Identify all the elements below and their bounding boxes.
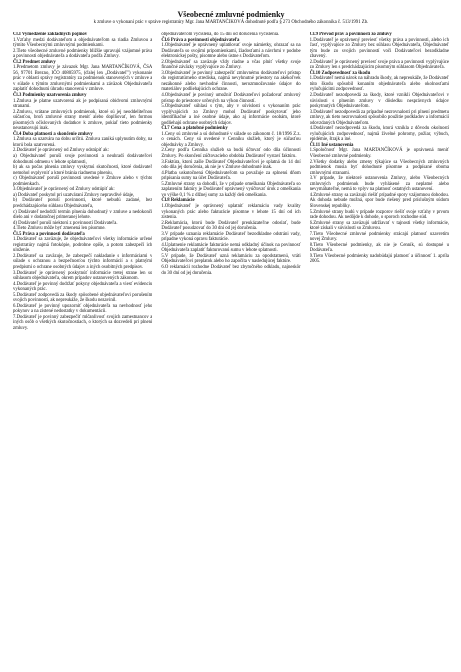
- column-2: [161, 32, 300, 672]
- paragraph: 7.Tieto Všeobecné zmluvné podmienky strácajú platnosť uzavretím novej Zmluvy.: [309, 231, 449, 243]
- paragraph: objednávateľom vyčíslená, do 15 dní od doručenia vyčíslenia.: [161, 32, 280, 37]
- section-heading: Čl.3 Podmienky uzatvorenia zmluvy: [13, 93, 87, 99]
- section-heading: Čl.4 Doba platnosti a skončenie zmluvy: [13, 131, 93, 137]
- paragraph: 1.Objednávateľ je oprávnený uplatniť reklamáciu vady kvality vykonaných prác alebo fakturácie písomne v lehote 15 dní od ich zistenia.: [161, 203, 301, 221]
- paragraph: 7.Dodávateľ je povinný zabezpečiť mlčanlivosť svojich zamestnancov a iných osôb o všetkých skutočnostiach, o ktorých sa dozvedeli pri plnení zmluvy.: [13, 314, 153, 331]
- paragraph: 8.Tieto Všeobecné podmienky, ak nie je Cenník, sú dostupné u Dodávateľa.: [309, 242, 449, 254]
- section-heading: Čl.I Vymedzenie základných pojmov: [13, 32, 88, 37]
- section-heading: Čl.10 Zodpovednosť za škodu: [309, 70, 371, 76]
- paragraph: 5.Dodávateľ zodpovedá za škody spôsobené objednávateľovi porušením svojich povinností, ak nepreukáže, že škodu nezavinil.: [13, 292, 153, 304]
- paragraph: a) Dodávateľ poskytol pri uzatváraní Zmluvy nepravdivé údaje,: [13, 192, 135, 198]
- column-1: [13, 32, 152, 672]
- paragraph: 1.Zmluva je platne uzatvorená ak je podpísaná obidvomi zmluvnými stranami.: [13, 98, 153, 110]
- section-heading: Čl.6 Práva a povinnosti objednávateľa: [161, 37, 240, 43]
- paragraph: c) Dodávateľ nedodrží termín plnenia dohodnutý v zmluve a nedokončí dielo ani v dodatočnej primeranej lehote.: [13, 209, 153, 221]
- paragraph: 1.Dodávateľ nemá nárok na náhradu škody, ak nepreukáže, že Dodávateľ túto škodu spôsobil konaním objednávateľa alebo okolnosťami vylučujúcimi zodpovednosť.: [309, 76, 449, 93]
- paragraph: 4.Tieto Zmluvu môže byť zmenená len písomne.: [13, 226, 106, 232]
- paragraph: 2.Dodávateľ nezodpovedá za škody, ktoré vznikli Objednávateľovi v súvislosti s plnením zmluvy v dôsledku nesprávnych údajov poskytnutých Objednávateľom.: [309, 93, 449, 110]
- paragraph: b) Dodávateľ poruší povinnosti, ktoré nebudú zadané, bez predchádzajúceho súhlasu Objednávateľa,: [13, 198, 153, 209]
- paragraph: 4.Uplatnenie reklamácie fakturácie nemá odkladný účinok na povinnosť Objednávateľa zaplatiť fakturovanú sumu v lehote splatnosti.: [161, 242, 301, 254]
- paragraph: c) Objednávateľ poruší povinnosti uvedené v Zmluve alebo v týchto podmienkach.: [13, 176, 153, 187]
- paragraph: 2.Dodávateľ je oprávnený previesť svoje práva a povinnosti vyplývajúce zo Zmluvy len s predchádzajúcim písomným súhlasom Objednávateľa.: [309, 59, 449, 71]
- paragraph: 2.Dodávateľ je oprávnený od Zmluvy odstúpiť ak:: [13, 148, 109, 154]
- column-3: [310, 32, 449, 672]
- section-heading: Čl.7 Cena a platobné podmienky: [161, 126, 228, 132]
- paragraph: 9.Tieto Všeobecné podmienky nadobúdajú platnosť a účinnosť 1. apríla 2005.: [309, 253, 449, 265]
- section-heading: Čl.9 Prevod práv a povinností zo zmluvy: [309, 32, 392, 37]
- paragraph: 1.Ceny sú zmluvné a sú dohodnuté v súlade so zákonom č. 18/1996 Z.z. o cenách. Ceny sú uvedené v Cenníku služieb, ktorý je súčasťou objednávky a Zmluvy.: [161, 131, 301, 148]
- document-title: Všeobecné zmluvné podmienky: [177, 10, 285, 19]
- paragraph: 5.Zmluvné strany budú v prípade rozporov riešiť svoje vzťahy v prvom rade dohodou. Ak nedôjde k dohode, o sporoch rozhodne súd.: [309, 209, 449, 221]
- section-heading: Čl.2 Predmet zmluvy: [13, 59, 56, 65]
- paragraph: 2.Zmluvu, vrátane zmluvných podmienok, ktoré sú jej neoddeliteľnou súčasťou, broň zmluvné strany meniť alebo doplňovať, len formou písomných očíslovaných dodatkov k zmluve, pokiaľ tieto podmienky neustanovujú inak.: [13, 109, 153, 132]
- document-subtitle: k zmluve o vykonaní prác v správe registratúry Mgr. Jana MARTANČIKOVÁ dohodnuté podľa § 273 Obchodného zákonníka č. 513/1991 Zb.: [93, 20, 369, 25]
- paragraph: 3.V prípade uznania reklamácie Dodávateľ bezodkladne odstráni vady, prípadne vykoná opravu fakturácie.: [161, 231, 301, 243]
- paragraph: b) ak sa počas plnenia zmluvy vyskytnú skutočnosti, ktoré dodávateľ nemohol ovplyvniť a ktoré bránia riadnemu plneniu,: [13, 165, 153, 176]
- paragraph: 5.V prípade, že Dodávateľ uzná reklamáciu za opodstatnenú, vráti Objednávateľovi preplatok alebo ho započíta v nasledujúcej faktúre.: [161, 253, 301, 265]
- section-heading: Čl.11 Iné ustanovenia: [309, 142, 354, 148]
- paragraph: a) Objednávateľ poruší svoje povinnosti a neuhradí dodávateľovi dohodnutú odmenu v lehote splatnosti,: [13, 154, 153, 165]
- paragraph: 4.Dodávateľ je povinný dodržať pokyny objednávateľa a viesť evidenciu vykonaných prác.: [13, 281, 153, 293]
- paragraph: 4.Platba uskutočnená Objednávateľom sa považuje za splnenú dňom pripísania sumy na účet Dodávateľa.: [161, 170, 301, 182]
- paragraph: 1.Objednávateľ je oprávnený uplatňovať svoje námietky, ohrazať sa na Dodávateľa so svojimi pripomienkami, žiadosťami a návrhmi v podobe elektronickej pošty, písomne alebo ústne s Dodávateľom.: [161, 43, 301, 60]
- paragraph: 3.Dodávateľ je oprávnený poskytnúť informácie tretej strane len so súhlasom objednávateľa, okrem prípadov ustanovených zákonom.: [13, 270, 153, 282]
- paragraph: 2.Všetky dodatky alebo zmeny týkajúce sa Všeobecných zmluvných podmienok musia byť dohodnuté písomne a podpísané oboma zmluvnými stranami.: [309, 159, 449, 176]
- paragraph: d) Dodávateľ poruší niektorú z povinností Dodávateľa.: [13, 220, 118, 226]
- paragraph: 3.Dodávateľ nezodpovedá za prípadné nezrovnalosti pri plnení predmetu zmluvy, ak tieto nezrovnalosti spôsobilo použitie podkladov a informácií odovzdaných Objednávateľom.: [309, 109, 449, 126]
- paragraph: 6.Dodávateľ je povinný upozorniť objednávateľa na nevhodnosť jeho pokynov a na zistené nedostatky v dokumentácii.: [13, 303, 153, 315]
- paragraph: 2.Tieto všeobecné zmluvné podmienky bližšie upravujú vzájomné práva a povinnosti objednávateľa a dodávateľa podľa Zmluvy.: [13, 48, 153, 60]
- paragraph: 2.Dodávateľ sa zaväzuje, že zabezpečí nakladanie s informáciami v súlade s ochranou a bezpečnosťou týchto informácií a s platnými predpismi o ochrane osobných údajov a iných osobitných predpisov.: [13, 253, 153, 270]
- paragraph: 1.Vzťahy medzi dodávateľom a objednávateľom sa riadia Zmluvou a týmito Všeobecnými zmluvnými podmienkami.: [13, 37, 153, 49]
- paragraph: 3.Objednávateľ je povinný zabezpečiť zmluvnému dodávateľovi prístup do registratúrneho strediska, najmä nevyhnutné priestory na akékoľvek nezákonné alebo nevhodné činnosti, nerozmnožovanie údajov do materiálov podliehajúcich ochrane.: [161, 70, 301, 93]
- paragraph: 1.Dodávateľ sa zaväzuje, že objednávateľovi všetky informácie určené registratúry najmä fotokópie, podrobne opíše, a potom zabezpečí ich uloženie.: [13, 237, 153, 254]
- paragraph: 2.Objednávateľ sa zaväzuje vždy riadne a včas plniť všetky svoje finančné záväzky vyplývajúce zo Zmluvy.: [161, 59, 301, 71]
- paragraph: 6.O reklamácii rozhodne Dodávateľ bez zbytočného odkladu, najneskôr do 30 dní od jej doručenia.: [161, 264, 301, 276]
- paragraph: 2.Ceny podľa Cenníka služieb sa budú účtovať odo dňa účinnosti Zmluvy. Po skončení zúčtovacieho obdobia Dodávateľ vystaví faktúru.: [161, 148, 301, 160]
- paragraph: 3.Faktúra, ktorú zašle Dodávateľ Objednávateľovi je splatná do 14 dní odo dňa jej doručenia, ak nie je v Zmluve dohodnuté inak.: [161, 159, 301, 171]
- paragraph: 5.Objednávateľ súhlasí s tým, aby v súvislosti s vykonaním prác vyplývajúcich zo Zmluvy mohol Dodávateľ poskytovať jeho identifikačné a iné osobné údaje, ako aj informácie osobám, ktoré podliehajú ochrane osobných údajov.: [161, 104, 301, 126]
- paragraph: 6.Zmluvné strany sa zaväzujú udržiavať v tajnosti všetky informácie, ktoré získali v súvislosti so Zmluvou.: [309, 220, 449, 232]
- paragraph: 3.V prípade, že niektoré ustanovenia Zmluvy, alebo Všeobecných zmluvných podmienok bude vyhlásené za neplatné alebo nevymáhateľné, nemá to vplyv na platnosť ostatných ustanovení.: [309, 176, 449, 193]
- section-heading: Čl.5 Práva a povinnosti dodávateľa: [13, 231, 85, 237]
- paragraph: 5.Zmluvné strany sa dohodli, že v prípade omeškania Objednávateľa so zaplatením faktúry je Dodávateľ oprávnený vyúčtovať úrok z omeškania vo výške 0,1 % z dlžnej sumy za každý deň omeškania.: [161, 181, 301, 198]
- paragraph: 1.Predmetom zmluvy je závazok Mgr. Jana MARTANČÍKOVÁ, ČSA 56, 97701 Brezno, IČO 40805975, (ďalej len „Dodávateľ") vykonanie prác v oblasti správy registratúry za podmienok stanovených v zmluve a v súlade s týmito zmluvnými podmienkami a záväzok Objednávateľa zaplatiť dohodnutú úhradu stanovenú v zmluve.: [13, 65, 153, 93]
- paragraph: 4.Zmluvné strany sa zaväzujú riešiť prípadné spory vzájomnou dohodou. Ak dohoda nebude možná, spor bude riešený pred príslušným súdom Slovenskej republiky.: [309, 192, 449, 209]
- paragraph: 1.Spoločnosť Mgr. Jana MARTANČÍKOVÁ je oprávnená meniť Všeobecné zmluvné podmienky.: [309, 148, 449, 160]
- paragraph: 2.Reklamácia, ktorú bude Dodávateľ preukázateľne odoslať, bude Dodávateľ posudzovať do 30 dní od jej doručenia.: [161, 220, 301, 232]
- paragraph: 4.Objednávateľ je povinný umožniť Dodávateľovi požadovať zmluvný prístup do priestorov určených na výkon činností.: [161, 93, 301, 104]
- paragraph: 4.Dodávateľ nezodpovedá za škodu, ktorá vznikla z dôvodu okolností vylučujúcich zodpovednosť, najmä živelné pohromy, požiar, výbuch, epidémie, štrajk a iné.: [309, 126, 449, 143]
- section-heading: Čl.8 Reklamácie: [161, 198, 195, 204]
- paragraph: 1.Dodávateľ je oprávnený previesť všetky práva a povinnosti, alebo ich časť, vyplývajúce zo Zmluvy bez súhlasu Objednávateľa, Objednávateľ tým bude zo svojich povinností voči Dodávateľovi bezodkladne zbavený.: [309, 37, 449, 60]
- paragraph: 3.Objednávateľ je oprávnený od Zmluvy odstúpiť ak:: [13, 187, 115, 193]
- paragraph: 1.Zmluva sa uzatvára na dobu určitú. Zmluva zaniká uplynutím doby, na ktorú bola uzatvorená.: [13, 137, 153, 148]
- text-columns: [13, 32, 449, 672]
